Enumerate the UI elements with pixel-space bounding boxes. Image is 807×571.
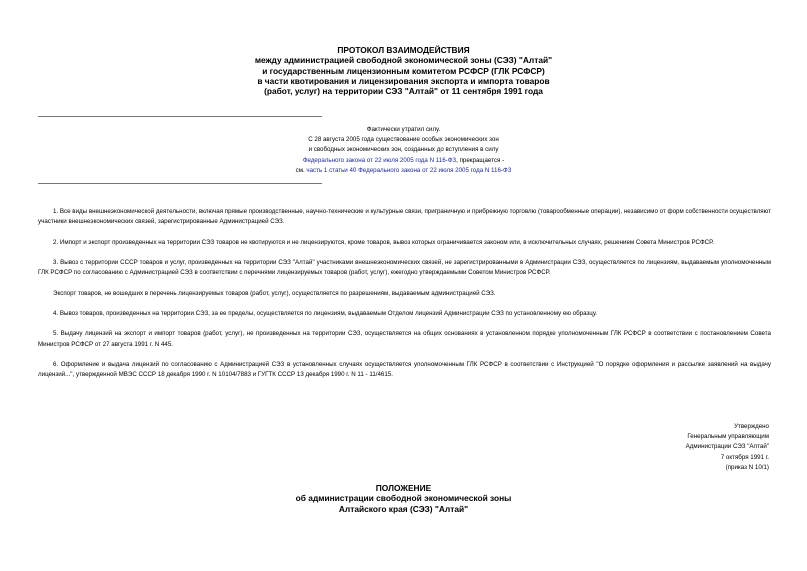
title-line: в части квотирования и лицензирования экспорта и импорта товаров: [257, 75, 550, 86]
divider-top: [38, 116, 322, 117]
paragraph-2: 2. Импорт и экспорт произведенных на территории СЭЗ товаров не квотируются и не лицензируются, кроме товаров, вывоз которых ограничивается законом или, в исключительных случаях, решением Совета Министров РСФСР.: [53, 238, 714, 246]
regulation-line: ПОЛОЖЕНИЕ: [375, 483, 432, 493]
approval-line: (приказ N 10/1): [725, 463, 769, 471]
title-line: (работ, услуг) на территории СЭЗ "Алтай" от 11 сентября 1991 года: [264, 86, 543, 97]
paragraph-4: 4. Вывоз товаров, произведенных на территории СЭЗ, за ее пределы, осуществляется по лицензиям, выдаваемым Отделом лицензий Администрации СЭЗ по установленному ею образцу.: [53, 309, 598, 317]
document-title: [0, 45, 807, 96]
paragraph-5: 5. Выдачу лицензий на экспорт и импорт товаров (работ, услуг), не произведенных на территории СЭЗ, осуществляется на общих основаниях в установленном порядке уполномоченным ГЛК РСФСР в соответствии с постановлением Совета Министров РСФСР от 27 августа 1991 г. N 445.: [38, 330, 771, 348]
approval-line: Администрации СЭЗ "Алтай": [685, 443, 769, 451]
notice-line: С 28 августа 2005 года существование особых экономических зон: [308, 136, 499, 144]
approval-stamp: [686, 422, 769, 473]
notice-line: Фактически утратил силу.: [366, 126, 441, 133]
title-line: между администрацией свободной экономической зоны (СЭЗ) "Алтай": [254, 55, 553, 66]
notice-text: , прекращается -: [456, 156, 505, 164]
federal-law-link[interactable]: Федерального закона от 22 июля 2005 года N 116-ФЗ: [302, 156, 457, 164]
paragraph-3-note: Экспорт товаров, не вошедших в перечень лицензируемых товаров (работ, услуг), осуществляется по разрешениям, выдаваемым администрацией СЭЗ.: [53, 289, 496, 297]
divider-bottom: [38, 183, 322, 184]
notice-text: см.: [295, 166, 307, 174]
paragraph-1: 1. Все виды внешнеэкономической деятельности, включая прямые производственные, научно-технические и культурные связи, приграничную и прибрежную торговлю (товарообменные операции), независимо от форм собственности осуществляют участники внешнеэкономических связей, зарегистрированные Администрацией СЭЗ.: [38, 208, 771, 226]
paragraph-6: 6. Оформление и выдача лицензий по согласованию с Администрацией СЭЗ в установленных случаях осуществляется уполномоченным ГЛК РСФСР в соответствии с Инструкцией "О порядке оформления и рассылке заявлений на выдачу лицензий...", утвержденной МВЭС СССР 18 декабря 1990 г. N 10104/7883 и ГУГТК СССР 13 декабря 1990 г. N 11 - 11/4615.: [38, 360, 771, 379]
regulation-title: [0, 483, 807, 514]
paragraph-3: 3. Вывоз с территории СССР товаров и услуг, произведенных на территории СЭЗ "Алтай" участниками внешнеэкономических связей, не зарегистрированными в Администрации СЭЗ, осуществляется по лицензиям, выдаваемым уполномоченным ГЛК РСФСР по согласованию с Администрацией СЭЗ в соответствии с перечнями лицензируемых товаров (работ, услуг), ежегодно утверждаемыми Советом Министров РСФСР.: [38, 258, 771, 277]
title-line: ПРОТОКОЛ ВЗАИМОДЕЙСТВИЯ: [337, 45, 470, 55]
approval-line: Утверждено: [734, 423, 769, 430]
protocol-body: [38, 207, 771, 391]
approval-line: 7 октября 1991 г.: [720, 453, 769, 461]
regulation-line: Алтайского края (СЭЗ) "Алтай": [338, 503, 469, 514]
notice-line: и свободных экономических зон, созданных до вступления в силу: [308, 146, 499, 154]
approval-line: Генеральным управляющим: [687, 433, 769, 441]
title-line: и государственным лицензионным комитетом РСФСР (ГЛК РСФСР): [262, 65, 545, 76]
article-40-link[interactable]: часть 1 статьи 40 Федерального закона от 22 июля 2005 года N 116-ФЗ: [306, 166, 512, 174]
regulation-line: об администрации свободной экономической зоны: [295, 493, 512, 504]
notice-line-5: [0, 166, 807, 176]
notice-line-4: [0, 156, 807, 166]
status-notice: [0, 125, 807, 176]
